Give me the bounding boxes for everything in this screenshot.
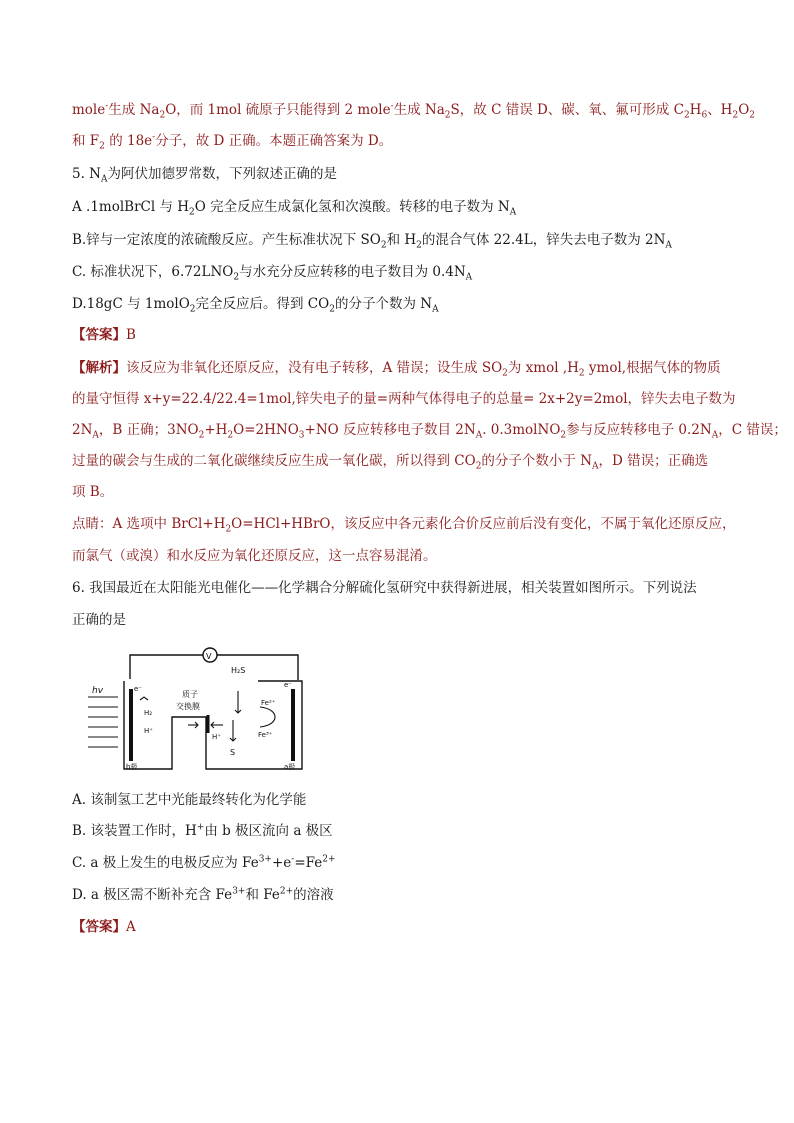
voltmeter-label: V (206, 652, 212, 661)
explanation-line-1 (72, 100, 755, 120)
proton-left-label: H⁺ (144, 727, 153, 735)
b-electrode (129, 689, 133, 761)
subscript: 2 (416, 240, 422, 251)
text-run: O (738, 102, 750, 118)
text-run: 【答案】 (72, 327, 126, 343)
text-run: 的分子个数小于 N (481, 453, 593, 469)
text-run: B.锌与一定浓度的浓硫酸反应。产生标准状况下 SO (72, 232, 381, 248)
left-wire (130, 655, 203, 679)
text-run: 而氯气（或溴）和水反应为氧化还原反应，这一点容易混淆。 (72, 548, 437, 564)
text-run: O，而 1mol 硫原子只能得到 2 mole (165, 102, 391, 118)
subscript: 2 (227, 430, 234, 441)
text-run: A .1molBrCl 与 H (72, 199, 190, 215)
tip-line-1 (72, 514, 736, 534)
text-run: A. 该制氢工艺中光能最终转化为化学能 (72, 792, 307, 808)
electrolysis-apparatus-diagram (88, 645, 318, 775)
analysis-line-5 (72, 482, 113, 502)
text-run: 的 18e (104, 133, 153, 149)
subscript: 2 (683, 110, 690, 121)
text-run: 为 xmol ,H (507, 360, 579, 376)
text-run: 6. 我国最近在太阳能光电催化——化学耦合分解硫化氢研究中获得新进展，相关装置如图所示。下列说法 (72, 580, 697, 596)
text-run: B. 该装置工作时，H (72, 823, 197, 839)
membrane-label-1: 质子 (182, 690, 198, 699)
subscript: 2 (189, 304, 196, 315)
subscript: 2 (732, 110, 739, 121)
text-run: 的分子个数为 N (334, 296, 433, 312)
superscript: - (152, 132, 156, 143)
text-run: 5. N (72, 166, 101, 182)
fe2-label: Fe²⁺ (261, 699, 276, 707)
subscript: A (509, 207, 517, 218)
proton-mid-label: H⁺ (212, 733, 221, 741)
text-run: 的混合气体 22.4L，锌失去电子数为 2N (421, 232, 666, 248)
question-5-option-d (72, 294, 439, 314)
text-run: 该反应为非氧化还原反应，没有电子转移，A 错误；设生成 SO (126, 360, 503, 376)
text-run: 的量守恒得 x+y=22.4/22.4=1mol,锌失电子的量=两种气体得电子的总量= 2x+2y=2mol，锌失去电子数为 (72, 391, 736, 407)
subscript: A (665, 240, 672, 251)
superscript: - (105, 101, 109, 112)
text-run: ymol,根据气体的物质 (584, 360, 721, 376)
sulfur-label: S (230, 748, 236, 757)
superscript: 3+ (258, 854, 272, 865)
text-run: ，D 错误；正确选 (598, 453, 709, 469)
subscript: 2 (159, 110, 166, 121)
subscript: 2 (225, 524, 232, 535)
subscript: 2 (578, 368, 585, 379)
text-run: +H (204, 422, 228, 438)
text-run: 参与反应转移电子 0.2N (566, 422, 712, 438)
subscript: 6 (701, 110, 708, 121)
a-electrode (291, 689, 295, 761)
text-run: O=HCl+HBrO，该反应中各元素化合价反应前后没有变化，不属于氧化还原反应， (231, 516, 736, 532)
text-run: D. a 极区需不断补充含 Fe (72, 887, 233, 903)
membrane-label-2: 交换膜 (176, 702, 200, 711)
subscript: A (475, 430, 483, 441)
text-run: +e (271, 855, 292, 871)
question-6-option-a (72, 790, 306, 810)
question-5-stem (72, 164, 337, 184)
text-run: 和 H (386, 232, 417, 248)
subscript: 2 (475, 461, 482, 472)
text-run: 2N (72, 422, 93, 438)
subscript: A (432, 304, 439, 315)
text-run: mole (72, 102, 106, 118)
text-run: ，C 错误； (718, 422, 787, 438)
text-run: 点睛：A 选项中 BrCl+H (72, 516, 226, 532)
b-electrode-label: b极 (126, 763, 138, 771)
text-run: C. a 极上发生的电极反应为 Fe (72, 855, 259, 871)
subscript: 2 (189, 207, 195, 218)
text-run: S，故 C 错误 D、碳、氧、氟可形成 C (450, 102, 684, 118)
superscript: - (291, 854, 295, 865)
text-run: 生成 Na (108, 102, 160, 118)
subscript: A (592, 461, 599, 472)
text-run: 为阿伏加德罗常数，下列叙述正确的是 (107, 166, 337, 182)
subscript: A (92, 430, 99, 441)
question-6-option-c (72, 853, 336, 873)
subscript: A (465, 272, 473, 283)
a-electrode-label: a极 (284, 763, 296, 771)
text-run: 过量的碳会与生成的二氧化碳继续反应生成一氧化碳，所以得到 CO (72, 453, 476, 469)
text-run: H (689, 102, 702, 118)
light-label: hv (92, 686, 104, 696)
text-run: B (126, 327, 136, 343)
fe3-label: Fe³⁺ (258, 731, 273, 739)
question-5-answer (72, 325, 136, 345)
text-run: O=2HNO (233, 422, 299, 438)
text-run: 项 B。 (72, 484, 114, 500)
text-run: 的溶液 (293, 887, 334, 903)
superscript: + (196, 822, 205, 833)
h2s-label: H₂S (231, 666, 246, 675)
text-run: . 0.3molNO (482, 422, 561, 438)
subscript: A (711, 430, 719, 441)
electron-left-label: e⁻ (134, 685, 143, 693)
h2-label: H₂ (144, 709, 153, 717)
text-run: 【答案】 (72, 919, 126, 935)
text-run: ，B 正确；3NO (98, 422, 199, 438)
subscript: 2 (233, 272, 240, 283)
explanation-line-2 (72, 131, 392, 151)
text-run: C. 标准状况下，6.72LNO (72, 264, 234, 280)
subscript: 2 (502, 368, 508, 379)
subscript: 2 (444, 110, 451, 121)
superscript: 3+ (232, 886, 246, 897)
subscript: 2 (560, 430, 567, 441)
subscript: 2 (380, 240, 387, 251)
analysis-line-1 (72, 358, 721, 378)
superscript: - (390, 101, 394, 112)
text-run: 生成 Na (393, 102, 445, 118)
text-run: +NO 反应转移电子数目 2N (304, 422, 476, 438)
question-5-option-b (72, 230, 672, 250)
question-6-stem-1 (72, 578, 697, 598)
text-run: 正确的是 (72, 612, 126, 628)
text-run: 、H (707, 102, 733, 118)
text-run: O 完全反应生成氯化氢和次溴酸。转移的电子数为 N (194, 199, 510, 215)
electron-right-label: e⁻ (284, 681, 293, 689)
question-5-option-c (72, 262, 472, 282)
tip-line-2 (72, 546, 437, 566)
text-run: 和 F (72, 133, 100, 149)
subscript: 2 (329, 304, 335, 315)
analysis-line-4 (72, 451, 708, 471)
superscript: 2+ (279, 886, 294, 897)
question-6-answer (72, 917, 136, 937)
analysis-line-3 (72, 420, 787, 440)
text-run: A (126, 919, 136, 935)
text-run: 和 Fe (245, 887, 280, 903)
analysis-line-2 (72, 389, 736, 409)
subscript: 2 (99, 141, 105, 152)
text-run: 分子，故 D 正确。本题正确答案为 D。 (155, 133, 393, 149)
subscript: 2 (749, 110, 756, 121)
subscript: A (100, 174, 108, 185)
text-run: 完全反应后。得到 CO (195, 296, 330, 312)
text-run: 与水充分反应转移的电子数目为 0.4N (239, 264, 466, 280)
text-run: 由 b 极区流向 a 极区 (204, 823, 333, 839)
question-6-option-d (72, 885, 334, 905)
subscript: 2 (198, 430, 205, 441)
subscript: 3 (298, 430, 305, 441)
right-wire (217, 655, 298, 680)
text-run: D.18gC 与 1molO (72, 296, 190, 312)
text-run: 【解析】 (72, 360, 126, 376)
question-5-option-a (72, 197, 516, 217)
question-6-stem-2 (72, 610, 126, 630)
question-6-option-b (72, 821, 333, 841)
text-run: =Fe (294, 855, 323, 871)
superscript: 2+ (322, 854, 336, 865)
